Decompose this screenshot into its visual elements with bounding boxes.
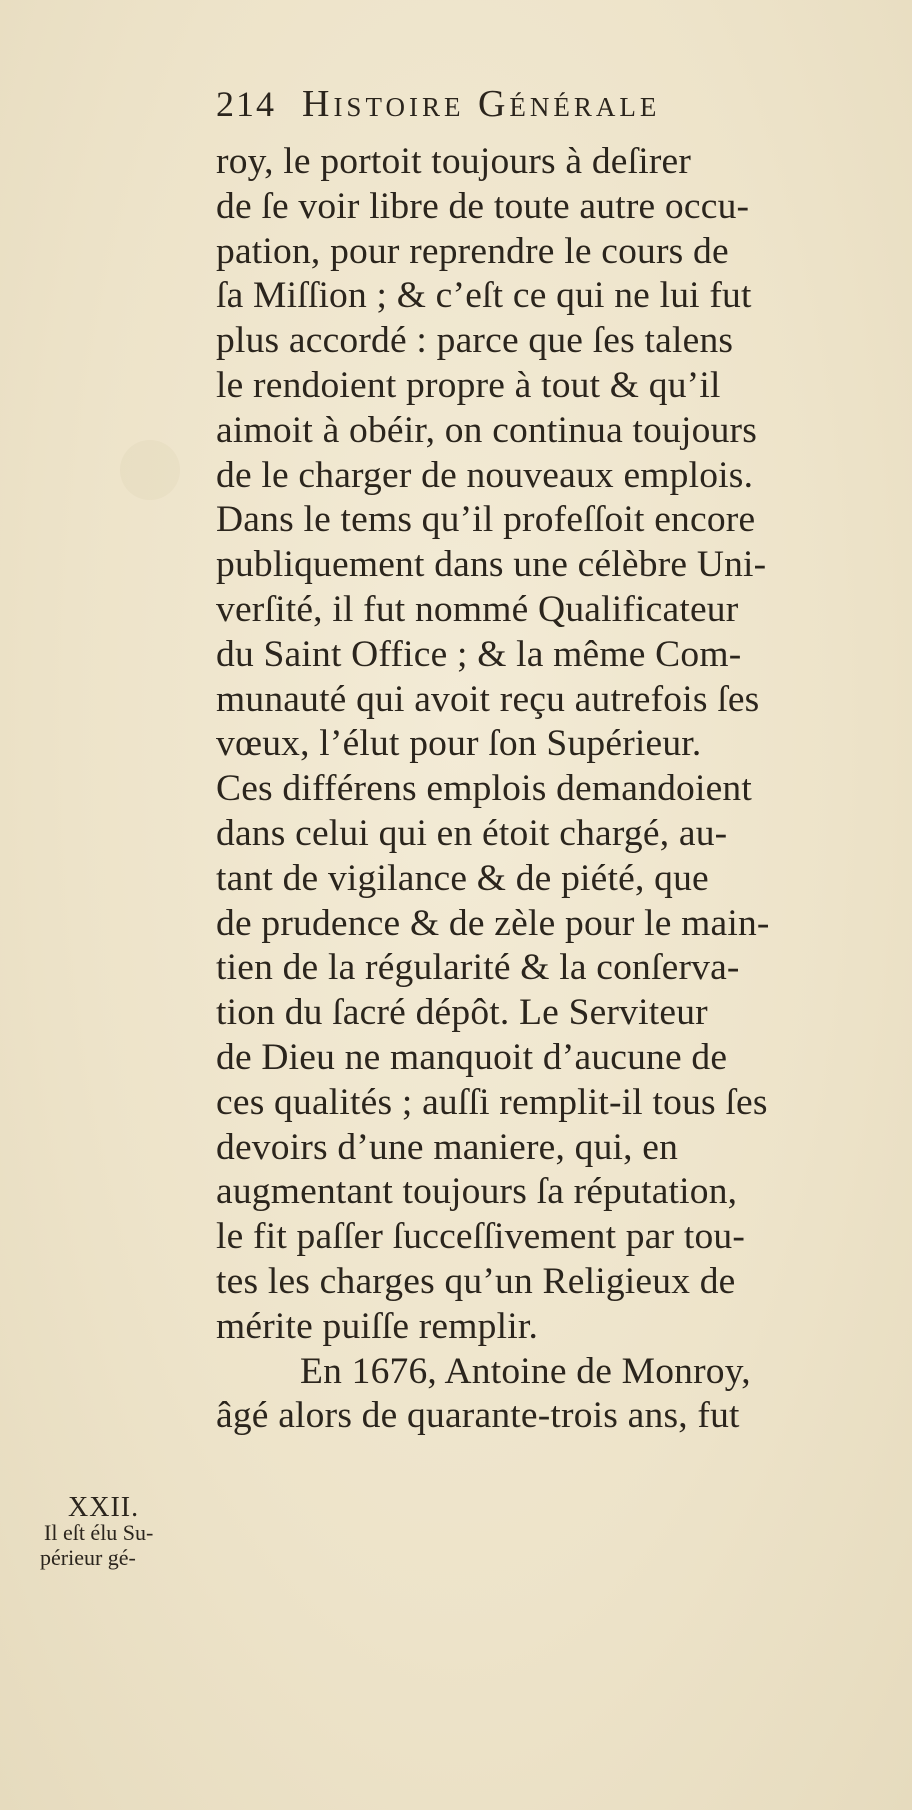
text-line: le fit paſſer ſucceſſivement par tou-	[216, 1216, 746, 1258]
text-line: dans celui qui en étoit chargé, au-	[216, 812, 728, 854]
text-line: tes les charges qu’un Religieux de	[216, 1260, 736, 1302]
text-line: augmentant toujours ſa réputation,	[216, 1171, 738, 1213]
text-line: ces qualités ; auſſi remplit-il tous ſes	[216, 1081, 768, 1123]
margin-note-line: périeur gé-	[40, 1545, 136, 1570]
text-line: de Dieu ne manquoit d’aucune de	[216, 1036, 728, 1078]
text-line: ſa Miſſion ; & c’eſt ce qui ne lui fut	[216, 275, 752, 317]
text-line: tien de la régularité & la conſerva-	[216, 947, 740, 989]
text-line: munauté qui avoit reçu autrefois ſes	[216, 678, 760, 720]
text-line: de ſe voir libre de toute autre occu-	[216, 185, 750, 227]
paragraph-start-line: En 1676, Antoine de Monroy,	[300, 1350, 751, 1392]
text-line: le rendoient propre à tout & qu’il	[216, 364, 721, 406]
text-line: Dans le tems qu’il profeſſoit encore	[216, 499, 756, 541]
text-line: âgé alors de quarante-trois ans, fut	[216, 1395, 740, 1437]
body-text	[216, 140, 876, 1439]
running-head	[216, 82, 840, 126]
text-line: pation, pour reprendre le cours de	[216, 230, 729, 272]
page-number: 214	[216, 84, 276, 124]
running-title: Histoire Générale	[302, 83, 661, 125]
text-line: mérite puiſſe remplir.	[216, 1305, 539, 1347]
text-line: plus accordé : parce que ſes talens	[216, 320, 734, 362]
text-line: verſité, il fut nommé Qualificateur	[216, 588, 739, 630]
text-line: aimoit à obéir, on continua toujours	[216, 409, 758, 451]
text-line: Ces différens emplois demandoient	[216, 768, 752, 810]
margin-note-number: XXII.	[68, 1492, 140, 1523]
text-line: devoirs d’une maniere, qui, en	[216, 1126, 679, 1168]
text-line: de prudence & de zèle pour le main-	[216, 902, 770, 944]
text-line: du Saint Office ; & la même Com-	[216, 633, 742, 675]
text-line: tion du ſacré dépôt. Le Serviteur	[216, 992, 708, 1034]
text-line: de le charger de nouveaux emplois.	[216, 454, 754, 496]
text-line: roy, le portoit toujours à deſirer	[216, 141, 692, 182]
text-line: publiquement dans une célèbre Uni-	[216, 544, 767, 586]
paper-stain	[120, 440, 180, 500]
text-line: tant de vigilance & de piété, que	[216, 857, 709, 899]
margin-note-line: Il eſt élu Su-	[44, 1520, 154, 1545]
text-line: vœux, l’élut pour ſon Supérieur.	[216, 723, 702, 765]
